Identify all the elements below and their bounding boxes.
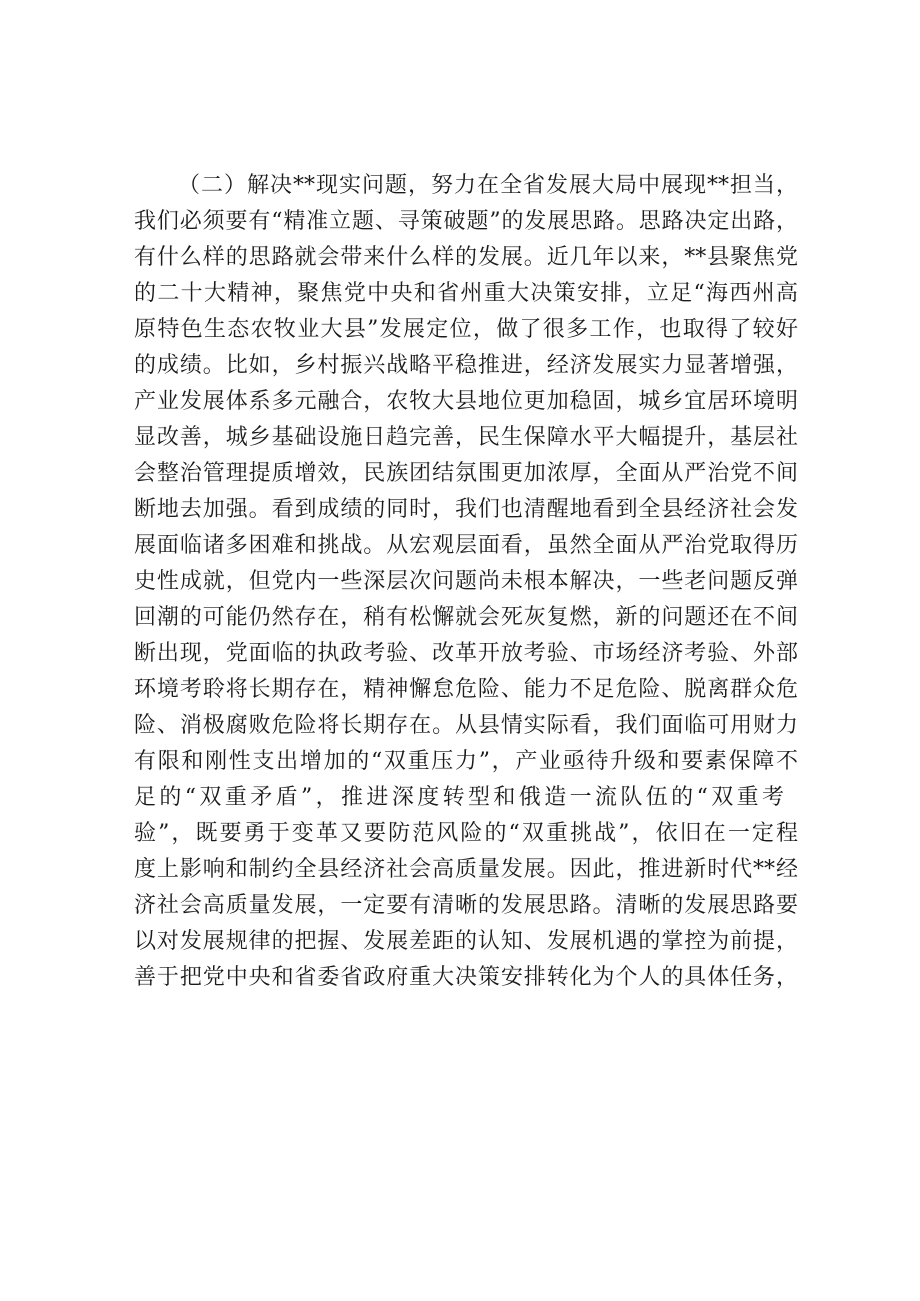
paragraph-line: 断地去加强。看到成绩的同时，我们也清醒地看到全县经济社会发 [134, 497, 798, 522]
paragraph-line: 善于把党中央和省委省政府重大决策安排转化为个人的具体任务， [134, 965, 798, 990]
paragraph-line: 的二十大精神，聚焦党中央和省州重大决策安排，立足“海西州高 [134, 281, 798, 306]
paragraph-line: 我们必须要有“精准立题、寻策破题”的发展思路。思路决定出路， [134, 209, 798, 234]
paragraph-line: 有什么样的思路就会带来什么样的发展。近几年以来，**县聚焦党 [134, 245, 798, 270]
paragraph-line: 展面临诸多困难和挑战。从宏观层面看，虽然全面从严治党取得历 [134, 533, 798, 558]
paragraph-line: 足的“双重矛盾”，推进深度转型和俄造一流队伍的“双重考 [134, 785, 784, 810]
paragraph-line: 产业发展体系多元融合，农牧大县地位更加稳固，城乡宜居环境明 [134, 389, 798, 414]
paragraph-line: 回潮的可能仍然存在，稍有松懈就会死灰复燃，新的问题还在不间 [134, 605, 798, 630]
paragraph-line: 环境考聆将长期存在，精神懈怠危险、能力不足危险、脱离群众危 [134, 677, 798, 702]
paragraph-line: 原特色生态农牧业大县”发展定位，做了很多工作，也取得了较好 [134, 317, 798, 342]
paragraph-line: 显改善，城乡基础设施日趋完善，民生保障水平大幅提升，基层社 [134, 425, 798, 450]
body-paragraph [134, 168, 798, 996]
paragraph-line: （二）解决**现实问题，努力在全省发展大局中展现**担当， [178, 173, 798, 198]
paragraph-line: 有限和刚性支出增加的“双重压力”，产业亟待升级和要素保障不 [134, 749, 798, 774]
paragraph-line: 济社会高质量发展，一定要有清晰的发展思路。清晰的发展思路要 [134, 893, 798, 918]
paragraph-line: 验”，既要勇于变革又要防范风险的“双重挑战”，依旧在一定程 [134, 821, 798, 846]
paragraph-line: 史性成就，但党内一些深层次问题尚未根本解决，一些老问题反弹 [134, 569, 798, 594]
paragraph-line: 度上影响和制约全县经济社会高质量发展。因此，推进新时代**经 [134, 857, 798, 882]
paragraph-line: 以对发展规律的把握、发展差距的认知、发展机遇的掌控为前提， [134, 929, 798, 954]
paragraph-line: 断出现，党面临的执政考验、改革开放考验、市场经济考验、外部 [134, 641, 798, 666]
paragraph-line: 险、消极腐败危险将长期存在。从县情实际看，我们面临可用财力 [134, 713, 798, 738]
paragraph-line: 的成绩。比如，乡村振兴战略平稳推进，经济发展实力显著增强， [134, 353, 798, 378]
paragraph-line: 会整治管理提质增效，民族团结氛围更加浓厚，全面从严治党不间 [134, 461, 798, 486]
